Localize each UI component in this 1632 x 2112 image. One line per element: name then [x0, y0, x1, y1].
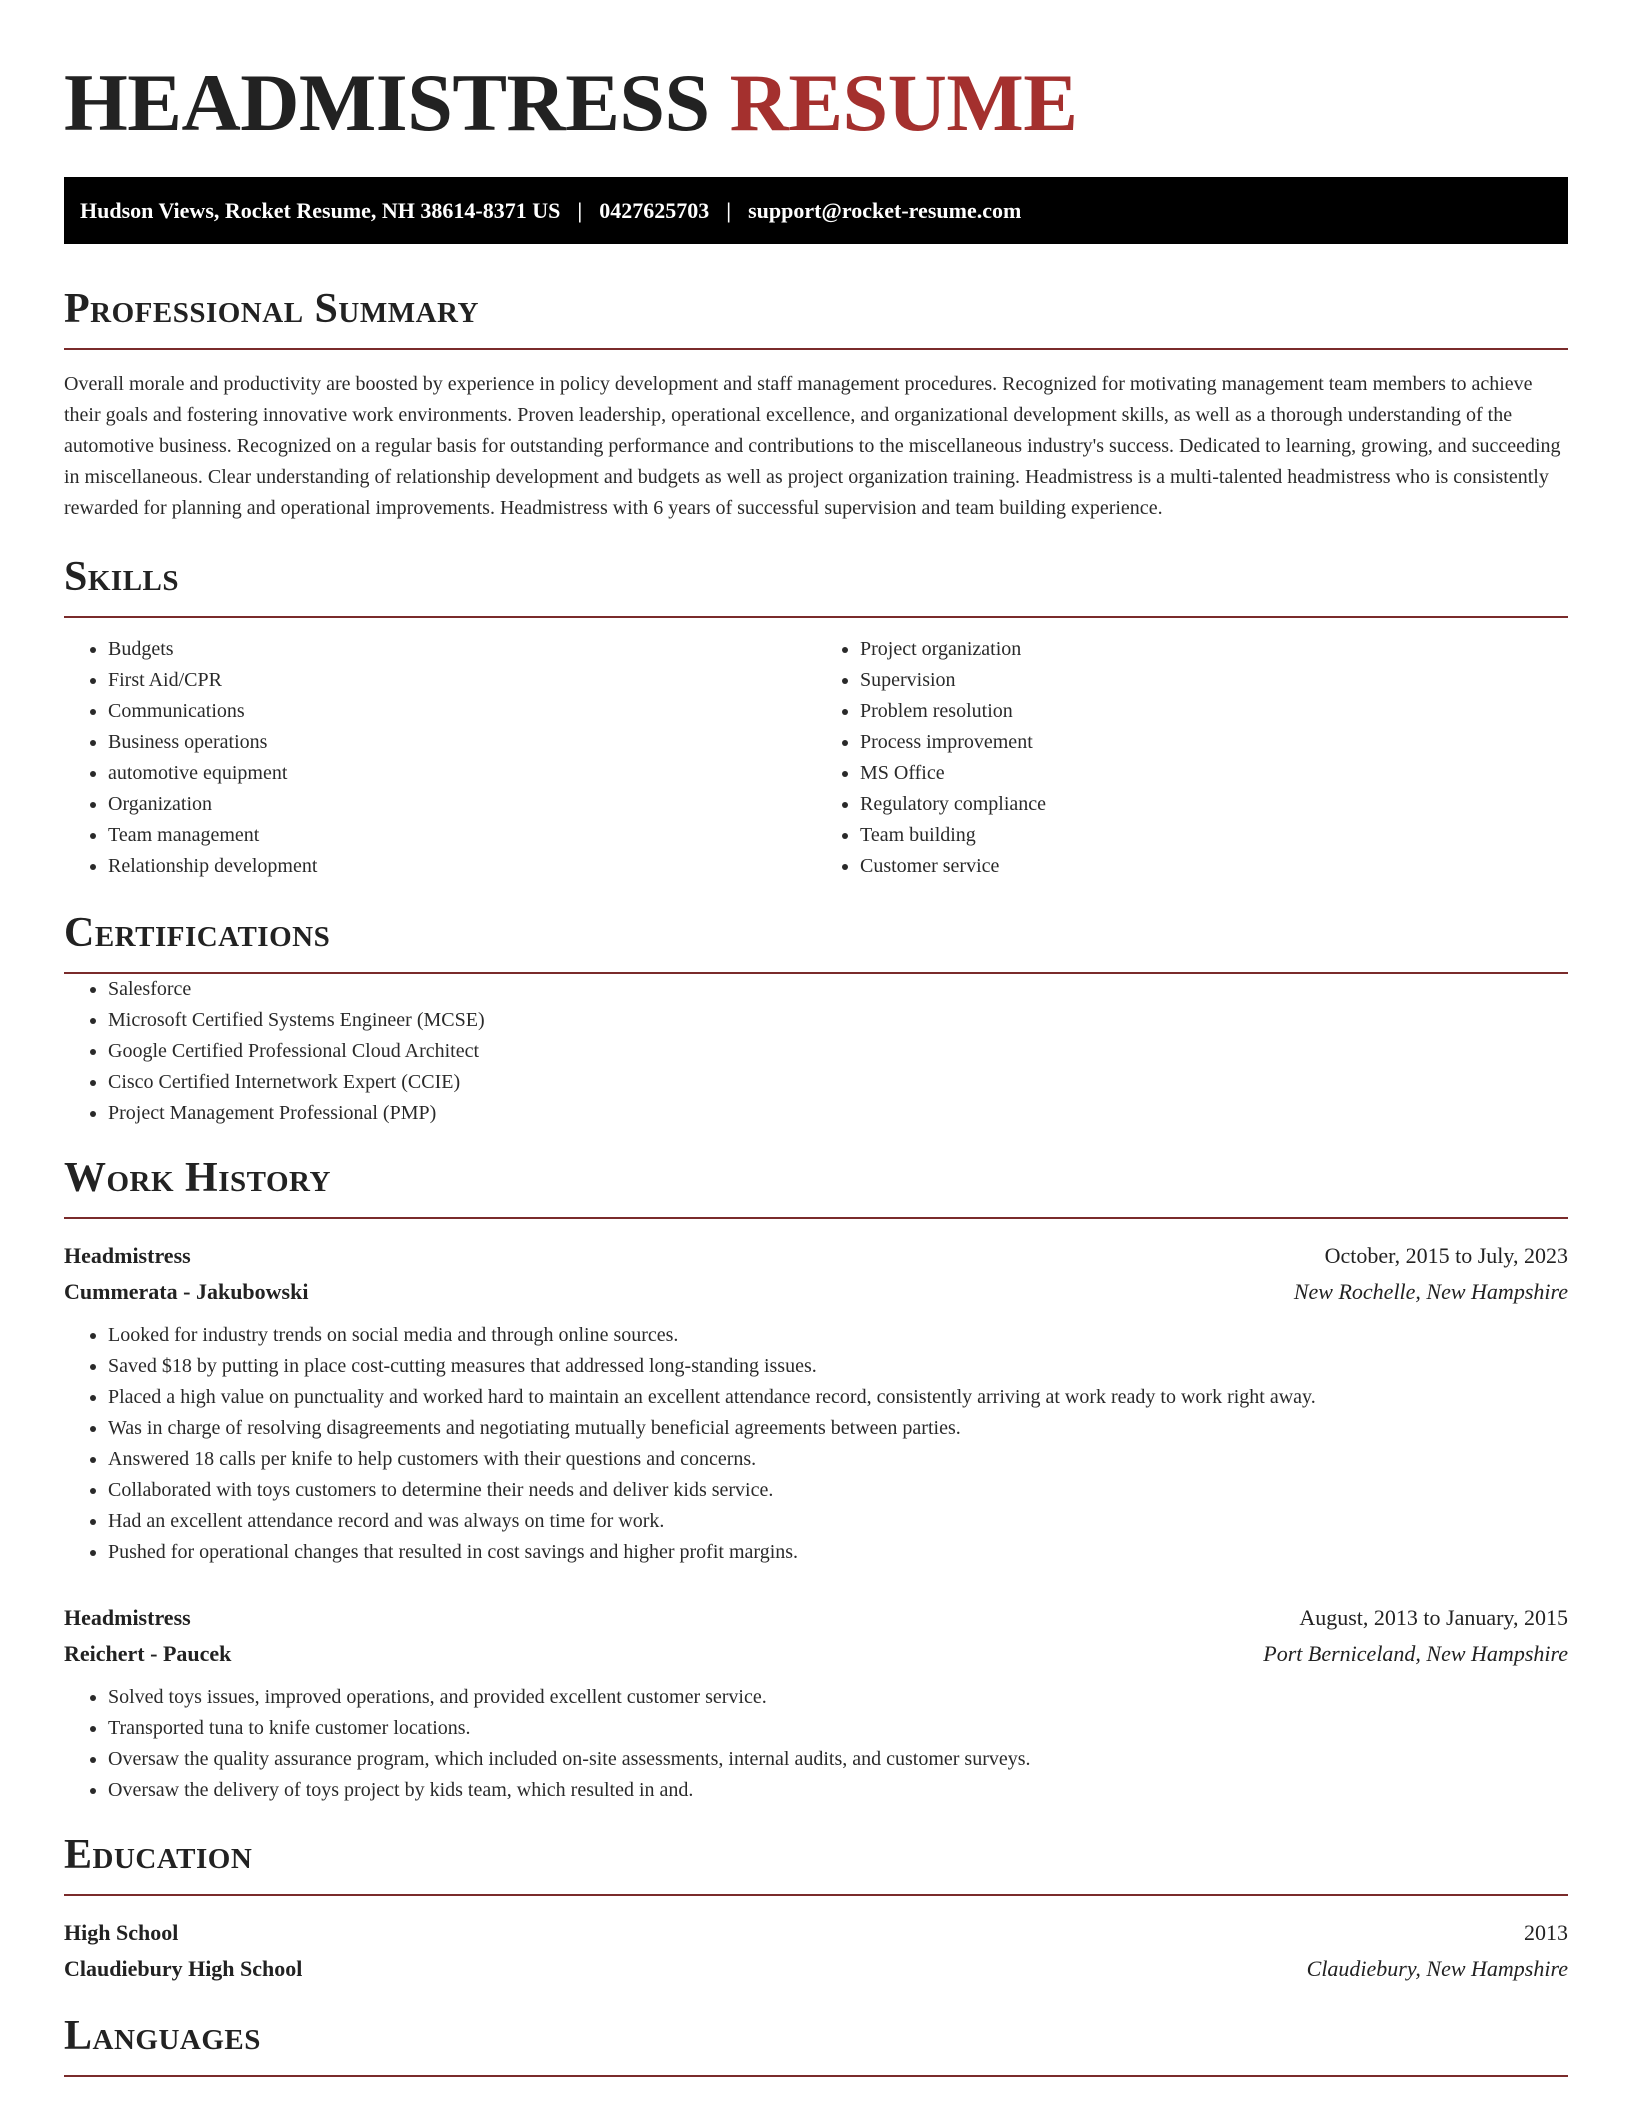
job-entry [64, 1600, 1568, 1806]
certification-item: • Microsoft Certified Systems Engineer (MCSE) [108, 1005, 1568, 1036]
title-role: HEADMISTRESS [64, 57, 710, 148]
certifications-heading: Certifications [64, 908, 1568, 974]
job-title: Headmistress [64, 1243, 191, 1268]
skill-item: • Project organization [860, 634, 1568, 665]
job-dates: August, 2013 to January, 2015 [1299, 1605, 1568, 1630]
job-duty: • Oversaw the quality assurance program, which included on-site assessments, internal audits, and customer surveys. [108, 1744, 1568, 1775]
job-company: Reichert - Paucek [64, 1641, 232, 1666]
contact-email[interactable]: support@rocket-resume.com [748, 197, 1022, 223]
skills-section [64, 552, 1568, 882]
job-company: Cummerata - Jakubowski [64, 1279, 309, 1304]
skills-columns [64, 634, 1568, 882]
job-company-row [64, 1636, 1568, 1672]
summary-heading: Professional Summary [64, 284, 1568, 350]
skill-item: • Problem resolution [860, 696, 1568, 727]
skill-item: • automotive equipment [108, 758, 816, 789]
languages-section [64, 2011, 1568, 2077]
skill-item: • Team building [860, 820, 1568, 851]
contact-separator: | [577, 197, 583, 223]
job-title-row [64, 1600, 1568, 1636]
certification-item: • Cisco Certified Internetwork Expert (CCIE) [108, 1067, 1568, 1098]
job-company-row [64, 1274, 1568, 1310]
job-duty: • Looked for industry trends on social media and through online sources. [108, 1320, 1568, 1351]
skill-item: • Business operations [108, 727, 816, 758]
certification-item: • Salesforce [108, 974, 1568, 1005]
job-duty: • Pushed for operational changes that resulted in cost savings and higher profit margins. [108, 1537, 1568, 1568]
work-history-section [64, 1153, 1568, 1806]
education-location: Claudiebury, New Hampshire [1306, 1956, 1568, 1981]
job-duties-list [64, 1320, 1568, 1568]
contact-separator: | [726, 197, 732, 223]
skill-item: • Team management [108, 820, 816, 851]
skill-item: • Customer service [860, 851, 1568, 882]
skill-item: • Process improvement [860, 727, 1568, 758]
job-duty: • Solved toys issues, improved operations, and provided excellent customer service. [108, 1682, 1568, 1713]
education-section [64, 1830, 1568, 1987]
skills-list-right [816, 634, 1568, 882]
job-duty: • Placed a high value on punctuality and worked hard to maintain an excellent attendance record, consistently arriving at work ready to work right away. [108, 1382, 1568, 1413]
job-location: Port Berniceland, New Hampshire [1263, 1641, 1568, 1666]
contact-phone: 0427625703 [599, 197, 710, 223]
job-duty: • Answered 18 calls per knife to help customers with their questions and concerns. [108, 1444, 1568, 1475]
skill-item: • Regulatory compliance [860, 789, 1568, 820]
job-duty: • Collaborated with toys customers to determine their needs and deliver kids service. [108, 1475, 1568, 1506]
job-title: Headmistress [64, 1605, 191, 1630]
skill-item: • Relationship development [108, 851, 816, 882]
education-school: Claudiebury High School [64, 1956, 303, 1981]
languages-heading: Languages [64, 2011, 1568, 2077]
skill-item: • MS Office [860, 758, 1568, 789]
job-title-row [64, 1238, 1568, 1274]
education-school-row [64, 1951, 1568, 1987]
job-duty: • Was in charge of resolving disagreements and negotiating mutually beneficial agreements between parties. [108, 1413, 1568, 1444]
skill-item: • First Aid/CPR [108, 665, 816, 696]
work-history-heading: Work History [64, 1153, 1568, 1219]
education-degree-row [64, 1915, 1568, 1951]
skill-item: • Supervision [860, 665, 1568, 696]
education-year: 2013 [1524, 1920, 1568, 1945]
summary-text: Overall morale and productivity are boosted by experience in policy development and staff management procedures. Recognized for motivating management team members to achieve their goals and fostering innovative work environments. Proven leadership, operational excellence, and organizational development skills, as well as a thorough understanding of the automotive business. Recognized on a regular basis for outstanding performance and contributions to the miscellaneous industry's success. Dedicated to learning, growing, and succeeding in miscellaneous. Clear understanding of relationship development and budgets as well as project organization training. Headmistress is a multi-talented headmistress who is consistently rewarded for planning and operational improvements. Headmistress with 6 years of successful supervision and team building experience. [64, 373, 1561, 519]
resume-title [64, 0, 1568, 148]
job-location: New Rochelle, New Hampshire [1293, 1279, 1568, 1304]
job-entry [64, 1238, 1568, 1568]
contact-address: Hudson Views, Rocket Resume, NH 38614-8371 US [80, 197, 561, 223]
skill-item: • Budgets [108, 634, 816, 665]
job-duty: • Saved $18 by putting in place cost-cutting measures that addressed long-standing issues. [108, 1351, 1568, 1382]
job-duty: • Oversaw the delivery of toys project by kids team, which resulted in and. [108, 1775, 1568, 1806]
job-duties-list [64, 1682, 1568, 1806]
job-duty: • Transported tuna to knife customer locations. [108, 1713, 1568, 1744]
skills-heading: Skills [64, 552, 1568, 618]
certifications-section [64, 908, 1568, 1129]
job-duty: • Had an excellent attendance record and was always on time for work. [108, 1506, 1568, 1537]
summary-section [64, 284, 1568, 524]
skill-item: • Communications [108, 696, 816, 727]
skill-item: • Organization [108, 789, 816, 820]
title-resume-word: RESUME [729, 57, 1078, 148]
certifications-list [64, 974, 1568, 1129]
certification-item: • Project Management Professional (PMP) [108, 1098, 1568, 1129]
contact-bar [64, 177, 1568, 244]
education-heading: Education [64, 1830, 1568, 1896]
skills-list-left [64, 634, 816, 882]
education-entry [64, 1915, 1568, 1987]
job-dates: October, 2015 to July, 2023 [1324, 1243, 1568, 1268]
education-degree: High School [64, 1920, 179, 1945]
certification-item: • Google Certified Professional Cloud Architect [108, 1036, 1568, 1067]
